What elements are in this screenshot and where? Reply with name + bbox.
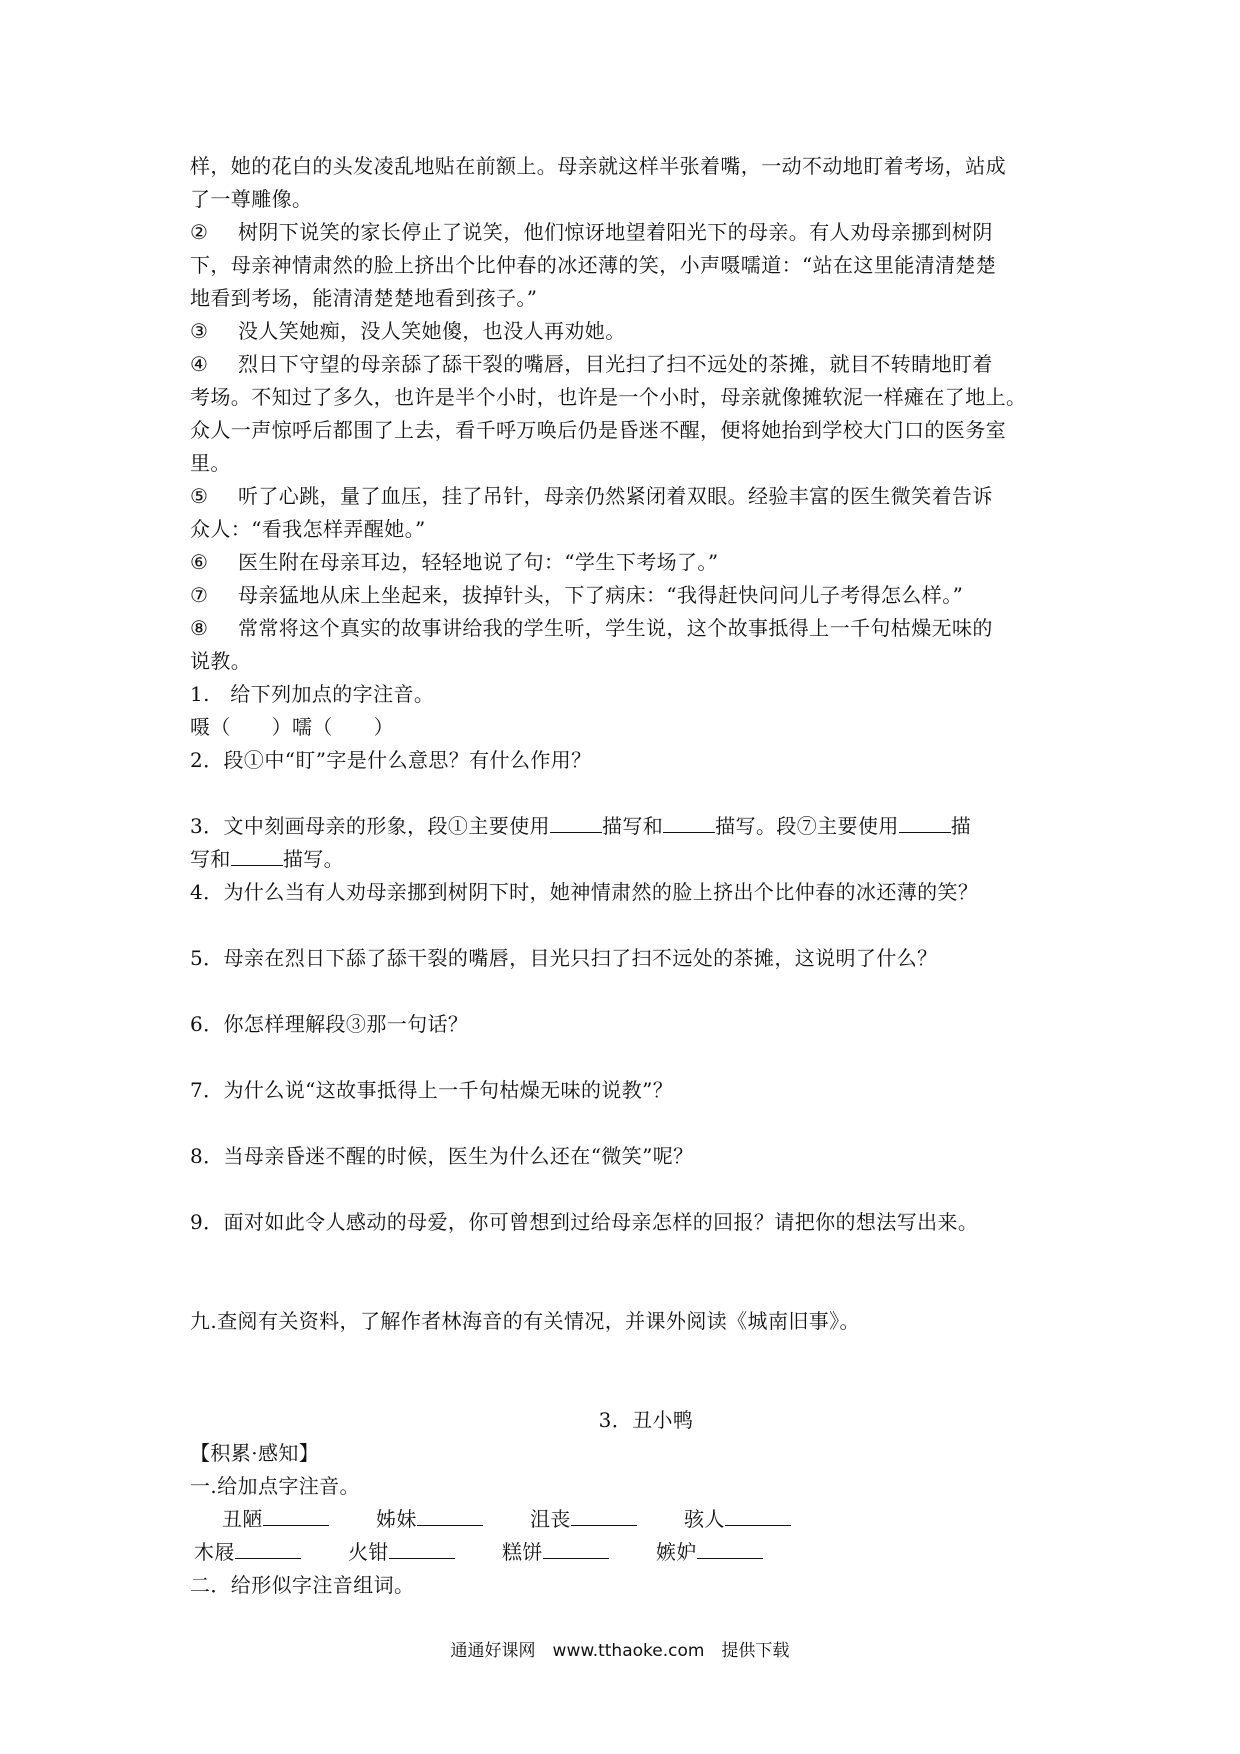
passage-line: 树阴下说笑的家长停止了说笑，他们惊讶地望着阳光下的母亲。有人劝母亲挪到树阴 (238, 220, 993, 244)
question-1: 1. 给下列加点的字注音。 (190, 682, 435, 706)
lesson-part-2: 二．给形似字注音组词。 (190, 1573, 415, 1597)
passage-line: 了一尊雕像。 (190, 187, 313, 211)
pinyin-blank[interactable] (417, 1505, 483, 1526)
pinyin-item: 嫉妒 (656, 1536, 810, 1569)
pinyin-item: 木屐 (194, 1536, 348, 1569)
passage-line: 听了心跳，量了血压，挂了吊针，母亲仍然紧闭着双眼。经验丰富的医生微笑着告诉 (238, 484, 993, 508)
passage-line: 考场。不知过了多久，也许是半个小时，也许是一个小时，母亲就像摊软泥一样瘫在了地上。 (190, 385, 1027, 409)
pinyin-item: 姊妹 (376, 1503, 530, 1536)
paragraph-number: ⑥ (190, 550, 209, 574)
pinyin-blank[interactable] (263, 1505, 329, 1526)
question-2: 2．段①中“盯”字是什么意思？有什么作用？ (190, 748, 592, 772)
paragraph-8 (190, 612, 1062, 678)
pinyin-item: 糕饼 (502, 1536, 656, 1569)
paragraph-number: ④ (190, 352, 209, 376)
passage-line: 医生附在母亲耳边，轻轻地说了句：“学生下考场了。” (238, 550, 719, 574)
paragraph-number: ② (190, 220, 209, 244)
paragraph-3 (190, 315, 1062, 348)
pinyin-blank[interactable] (389, 1538, 455, 1559)
passage-line: 众人：“看我怎样弄醒她。” (190, 517, 426, 541)
question-9: 9．面对如此令人感动的母爱，你可曾想到过给母亲怎样的回报？请把你的想法写出来。 (190, 1210, 979, 1234)
pinyin-blank[interactable] (697, 1538, 763, 1559)
question-5: 5．母亲在烈日下舔了舔干裂的嘴唇，目光只扫了扫不远处的茶摊，这说明了什么？ (190, 946, 938, 970)
paragraph-number: ⑧ (190, 616, 209, 640)
question-3-cont (190, 843, 1062, 876)
question-1-items: 嗫（ ）嚅（ ） (190, 715, 394, 739)
question-3-text: 写和 (190, 847, 231, 871)
question-3-text: 描写。段⑦主要使用 (715, 814, 899, 838)
pinyin-blank[interactable] (235, 1538, 301, 1559)
pinyin-blank[interactable] (571, 1505, 637, 1526)
paragraph-number: ⑦ (190, 583, 209, 607)
passage-line: 众人一声惊呼后都围了上去，看千呼万唤后仍是昏迷不醒，便将她抬到学校大门口的医务室 (190, 418, 1006, 442)
page-footer: 通通好课网 www.tthaoke.com 提供下载 (450, 1641, 790, 1661)
passage-line: 里。 (190, 451, 231, 475)
passage-line: 没人笑她痴，没人笑她傻，也没人再劝她。 (238, 319, 626, 343)
pinyin-item: 沮丧 (530, 1503, 684, 1536)
question-8: 8．当母亲昏迷不醒的时候，医生为什么还在“微笑”呢？ (190, 1144, 694, 1168)
question-7: 7．为什么说“这故事抵得上一千句枯燥无味的说教”？ (190, 1078, 674, 1102)
paragraph-number: ⑤ (190, 484, 209, 508)
question-3 (190, 810, 1062, 843)
pinyin-item: 丑陋 (222, 1503, 376, 1536)
paragraph-4 (190, 348, 1062, 480)
passage-line: 说教。 (190, 649, 252, 673)
pinyin-blank[interactable] (543, 1538, 609, 1559)
passage-line: 常常将这个真实的故事讲给我的学生听，学生说，这个故事抵得上一千句枯燥无味的 (238, 616, 993, 640)
passage-line: 样，她的花白的头发凌乱地贴在前额上。母亲就这样半张着嘴，一动不动地盯着考场，站成 (190, 154, 1006, 178)
pinyin-row-2 (190, 1536, 1062, 1569)
answer-blank[interactable] (231, 845, 283, 866)
pinyin-item: 火钳 (348, 1536, 502, 1569)
question-3-text: 描写和 (601, 814, 664, 838)
question-3-text: 3．文中刻画母亲的形象，段①主要使用 (190, 814, 550, 838)
lesson-subtitle: 【积累·感知】 (190, 1441, 320, 1465)
passage-line: 地看到考场，能清清楚楚地看到孩子。” (190, 286, 538, 310)
paragraph-6 (190, 546, 1062, 579)
answer-blank[interactable] (663, 812, 715, 833)
pinyin-row-1 (190, 1503, 1062, 1536)
paragraph-number: ③ (190, 319, 209, 343)
question-6: 6．你怎样理解段③那一句话？ (190, 1012, 469, 1036)
lesson-part-1: 一.给加点字注音。 (190, 1474, 360, 1498)
document-body (190, 150, 1062, 1602)
passage-line: 烈日下守望的母亲舔了舔干裂的嘴唇，目光扫了扫不远处的茶摊，就目不转睛地盯着 (238, 352, 993, 376)
question-3-text: 描写。 (282, 847, 345, 871)
question-3-text: 描 (950, 814, 972, 838)
paragraph-2 (190, 216, 1062, 315)
paragraph-5 (190, 480, 1062, 546)
pinyin-blank[interactable] (725, 1505, 791, 1526)
question-4: 4．为什么当有人劝母亲挪到树阴下时，她神情肃然的脸上挤出个比仲春的冰还薄的笑？ (190, 880, 979, 904)
passage-line: 下，母亲神情肃然的脸上挤出个比仲春的冰还薄的笑，小声嗫嚅道：“站在这里能清清楚楚 (190, 253, 997, 277)
paragraph-7 (190, 579, 1062, 612)
pinyin-item: 骇人 (684, 1503, 838, 1536)
answer-blank[interactable] (550, 812, 602, 833)
passage-line: 母亲猛地从床上坐起来，拔掉针头，下了病床：“我得赶快问问儿子考得怎么样。” (238, 583, 964, 607)
section-nine: 九.查阅有关资料，了解作者林海音的有关情况，并课外阅读《城南旧事》。 (190, 1309, 860, 1333)
answer-blank[interactable] (899, 812, 951, 833)
lesson-title: 3．丑小鸭 (598, 1408, 694, 1432)
